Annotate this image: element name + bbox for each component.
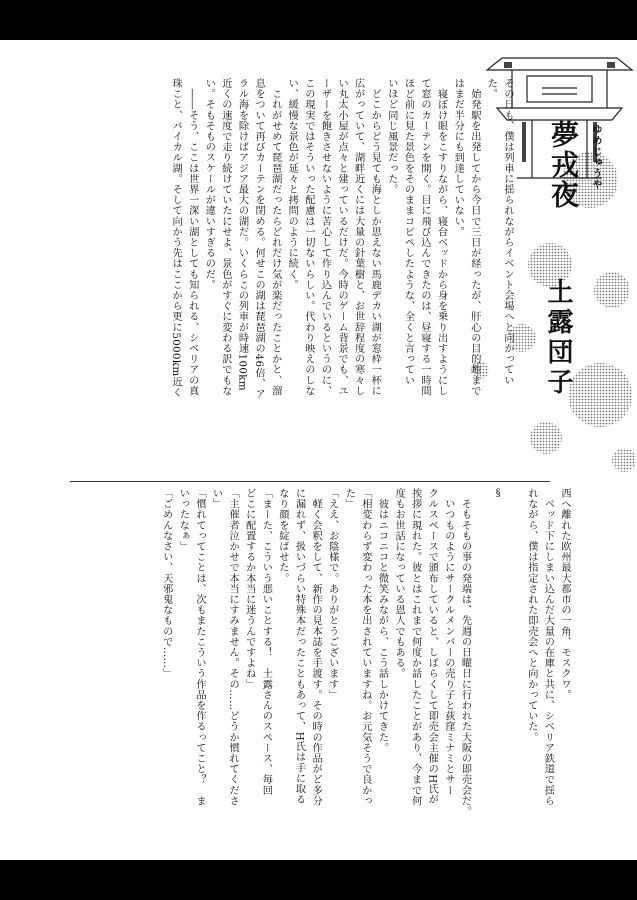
text-line [506,488,523,838]
text-line: いほど同じ風景だった。 [385,78,397,195]
text-line: 寝ぼけ眼をこすりながら、寝台ベッドから身を乗り出すようにし [435,78,447,396]
text-line: 「ええ、お陰様で。ありがとうございます」 [326,488,338,700]
text-line: い丸太小屋が点々と建っているだけだ。今時のゲーム背景でも、ユ [336,78,348,396]
text-line: れながら、僕は指定された即売会へと向かっていた。 [525,488,537,743]
text-line: そもそもの事の発端は、先週の日曜日に行われた大阪の即売会だ。 [459,488,471,817]
story-title: 夢戎夜 [547,120,580,210]
text-line: どこからどう見ても海としか思えない馬鹿デカい湖が窓枠一杯に [369,78,381,396]
text-line: ラル海を除けばアジア最大の湖だ。いくらこの列車が時速100km [236,78,248,391]
text-line: どこに配置するか本当に迷うんですよね」 [243,488,255,690]
text-line: 度もお世話になっている恩人でもある。 [393,488,405,679]
text-line: 広がっていて、湖畔近くには大量の針葉樹と、お世辞程度の寒々し [352,78,364,396]
text-line: 近くの速度で走り続けていたにせよ、景色がすぐに変わる訳でもな [219,78,231,396]
text-line [472,488,489,838]
title-ruby: ゆめじゅうや [590,124,601,190]
text-line: 「まーた、こういう悪いことする！ 土露さんのスペース、毎回 [260,488,272,796]
text-line: ――そう、ここは世界一深い湖としても知られる、シベリアの真 [186,78,198,396]
text-line: なり顔を綻ばせた。 [276,488,288,584]
page [0,40,637,860]
text-line: 「慣れてってことは、次もまたこういう作品を作るってこと？ ま [193,488,205,806]
text-line: その日も、僕は列車に揺られながらイベント会場へと向かってい [502,78,513,386]
text-line: に漏れず、扱いづらい特殊本だったこともあって、H氏は手に取る [293,488,305,805]
text-line: クルスペースで頒布していると、しばらくして即売会主催のH氏が [426,488,438,805]
text-line: 西へ離れた欧州最大都市の一角、モスクワ。 [559,488,570,700]
text-line: 彼はニコニコと微笑みながら、こう話しかけてきた。 [376,488,388,753]
text-line: 「ごめんなさい、天邪鬼なもので……」 [160,488,172,679]
text-line: いつものようにサークルメンバーの売り子と荻窪ミナミとサー [442,488,454,796]
text-line: ベッド下にしまい込んだ大量の在庫と共に、シベリア鉄道で揺ら [542,488,554,806]
text-line: 挨拶に現れた。彼とはこれまで何度か話したことがあり、今まで何 [409,488,421,806]
body-text-bottom [82,488,572,838]
text-line: た」 [343,488,355,510]
text-line: 息をついて再びカーテンを閉める。何せこの湖は琵琶湖の46倍、ア [253,78,265,400]
body-text-top [95,78,515,473]
text-line: 軽く会釈をして、新作の見本誌を手渡す。その時の作品がど多分 [310,488,322,806]
text-line: はまだ半分にも到達していない。 [452,78,464,237]
text-line: ほど前に見た景色をそのままコピペしたような、全くと言ってい [402,78,414,386]
text-line: い。そもそものスケールが違いすぎるのだ。 [203,78,215,290]
text-line: いったなぁ」 [177,488,189,552]
text-line: 珠こと、バイカル湖。そして向かう先はここから更に5000km近く [170,78,182,398]
text-line: ーザーを飽きさせないように苦心して作り込んでいるというのに、 [319,78,331,396]
text-line: 始発駅を出発してから今日で三日が経ったが、肝心の目的地まで [468,78,480,396]
text-line: これがせめて琵琶湖だったらどれだけ気が楽だったことかと、溜 [269,78,281,396]
text-line: い、緩慢な景色が延々と拷問のように続く。 [286,78,298,290]
text-line: 「相変わらず変わった本を出されていますね。お元気そうで良かっ [359,488,371,806]
text-line: た。 [485,78,497,100]
author-name: 土露団子 [543,278,573,398]
text-line: この現実ではそういった配慮は一切ないらしい。代わり映えのしな [302,78,314,396]
text-line: § [492,488,504,500]
section-divider [70,481,550,482]
text-line: 「主催者泣かせで本当にすみません。その……どうか慣れてくださ [227,488,239,806]
text-line: い」 [210,488,222,510]
text-line: て窓のカーテンを開く。目に飛び込んできたのは、昼寝する一時間 [419,78,431,396]
